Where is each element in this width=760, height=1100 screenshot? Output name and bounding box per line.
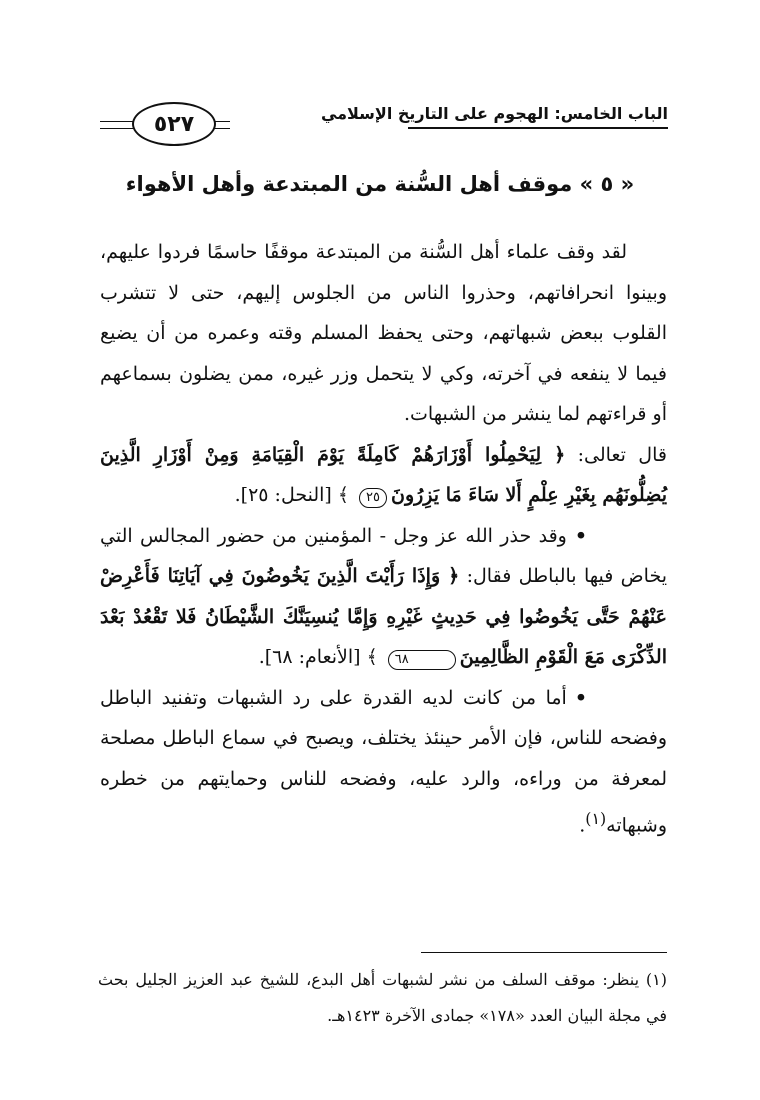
bullet-icon: • <box>574 686 587 709</box>
paragraph-3 <box>100 516 667 678</box>
paragraph-4-text: أما من كانت لديه القدرة على رد الشبهات وتفنيد الباطل وفضحه للناس، فإن الأمر حينئذ يختلف، ويصبح في سماع الباطل مصلحة لمعرفة من وراءه، والرد عليه، وفضحه للناس وحمايتهم من خطره وشبهاته <box>100 686 667 837</box>
footnote-separator <box>421 952 667 953</box>
ayah-number-marker: ٦٨ <box>388 650 456 670</box>
paragraph-4-end: . <box>579 814 586 837</box>
paragraph-4 <box>100 678 667 846</box>
footnote: (١) ينظر: موقف السلف من نشر لشبهات أهل البدع، للشيخ عبد العزيز الجليل بحث في مجلة البيان العدد «١٧٨» جمادى الآخرة ١٤٢٣هـ. <box>98 970 667 1025</box>
page-number: ٥٢٧ <box>132 102 216 146</box>
running-header <box>100 100 668 150</box>
header-rule <box>408 127 668 129</box>
paragraph-3-intro: وقد حذر الله عز وجل - المؤمنين من حضور المجالس التي يخاض فيها بالباطل فقال: <box>100 524 667 587</box>
body-text <box>100 232 667 846</box>
verse-reference: ﴾ [الأنعام: ٦٨]. <box>258 646 384 668</box>
paragraph-1: لقد وقف علماء أهل السُّنة من المبتدعة موقفًا حاسمًا فردوا عليهم، وبينوا انحرافاتهم، وحذروا الناس من الجلوس إليهم، حتى لا تتشرب القلوب ببعض شبهاتهم، وحتى يحفظ المسلم وقته وعمره من أن يضيع فيما لا ينفعه في آخرته، وكي لا يتحمل وزر غيره، ممن يضلون بسماعهم أو قراءتهم لما ينشر من الشبهات. <box>100 241 667 425</box>
footnote-reference: (١) <box>585 809 607 828</box>
paragraph-2-intro: قال تعالى: <box>565 443 667 466</box>
bullet-icon: • <box>574 524 587 547</box>
chapter-title: الباب الخامس: الهجوم على التاريخ الإسلامي <box>320 104 668 123</box>
ayah-number-marker: ٢٥ <box>359 488 387 508</box>
quran-verse-2: ﴿ وَإِذَا رَأَيْتَ الَّذِينَ يَخُوضُونَ فِي آيَاتِنَا فَأَعْرِضْ عَنْهُمْ حَتَّى يَخُوضُوا فِي حَدِيثٍ غَيْرِهِ وَإِمَّا يُنسِيَنَّكَ الشَّيْطَانُ فَلا تَقْعُدْ بَعْدَ الذِّكْرَى مَعَ الْقَوْمِ الظَّالِمِينَ <box>100 565 667 668</box>
verse-reference: ﴾ [النحل: ٢٥]. <box>234 484 356 506</box>
section-title: « ٥ » موقف أهل السُّنة من المبتدعة وأهل الأهواء <box>125 172 635 196</box>
paragraph-2 <box>100 435 667 516</box>
quran-verse-1: ﴿ لِيَحْمِلُوا أَوْزَارَهُمْ كَامِلَةً يَوْمَ الْقِيَامَةِ وَمِنْ أَوْزَارِ الَّذِينَ يُضِلُّونَهُم بِغَيْرِ عِلْمٍ أَلا سَاءَ مَا يَزِرُونَ <box>100 443 667 506</box>
